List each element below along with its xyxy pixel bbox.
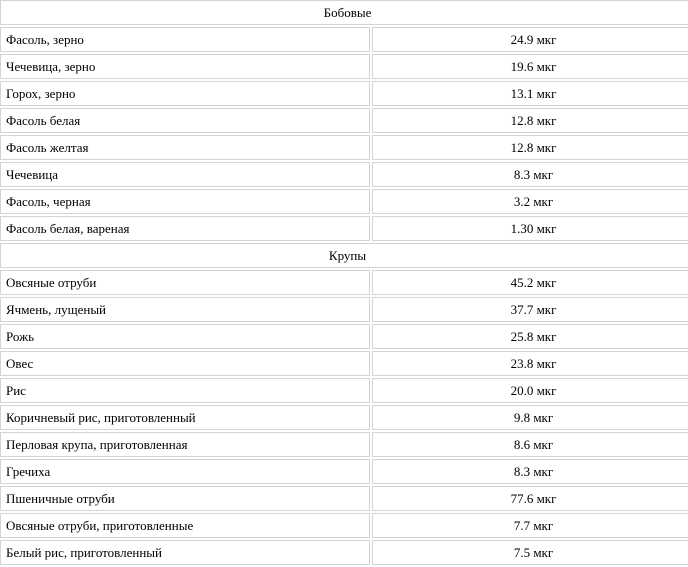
table-row [0, 432, 688, 457]
nutrient-value: 77.6 мкг [372, 486, 688, 511]
food-name: Гречиха [0, 459, 370, 484]
table-row [0, 81, 688, 106]
food-name: Фасоль белая, вареная [0, 216, 370, 241]
section-title-legumes: Бобовые [0, 0, 688, 25]
nutrient-value: 25.8 мкг [372, 324, 688, 349]
nutrient-value: 8.3 мкг [372, 459, 688, 484]
food-name: Горох, зерно [0, 81, 370, 106]
table-row [0, 540, 688, 565]
nutrient-value: 7.5 мкг [372, 540, 688, 565]
food-name: Фасоль, черная [0, 189, 370, 214]
nutrient-value: 24.9 мкг [372, 27, 688, 52]
food-name: Рис [0, 378, 370, 403]
nutrient-value: 1.30 мкг [372, 216, 688, 241]
food-name: Фасоль, зерно [0, 27, 370, 52]
section-title-grains: Крупы [0, 243, 688, 268]
food-name: Рожь [0, 324, 370, 349]
nutrient-value: 9.8 мкг [372, 405, 688, 430]
food-name: Чечевица [0, 162, 370, 187]
nutrient-value: 7.7 мкг [372, 513, 688, 538]
table-row [0, 135, 688, 160]
table-row [0, 351, 688, 376]
food-name: Чечевица, зерно [0, 54, 370, 79]
food-name: Фасоль желтая [0, 135, 370, 160]
nutrient-value: 20.0 мкг [372, 378, 688, 403]
table-row [0, 27, 688, 52]
food-name: Белый рис, приготовленный [0, 540, 370, 565]
food-name: Овсяные отруби [0, 270, 370, 295]
nutrient-value: 23.8 мкг [372, 351, 688, 376]
table-row [0, 162, 688, 187]
table-row [0, 405, 688, 430]
table-row [0, 297, 688, 322]
food-name: Овсяные отруби, приготовленные [0, 513, 370, 538]
table-row [0, 324, 688, 349]
nutrient-value: 37.7 мкг [372, 297, 688, 322]
table-row [0, 459, 688, 484]
section-header-row [0, 243, 688, 268]
nutrient-value: 8.3 мкг [372, 162, 688, 187]
food-name: Фасоль белая [0, 108, 370, 133]
table-row [0, 216, 688, 241]
table-row [0, 486, 688, 511]
nutrient-value: 8.6 мкг [372, 432, 688, 457]
nutrient-value: 12.8 мкг [372, 135, 688, 160]
food-name: Коричневый рис, приготовленный [0, 405, 370, 430]
nutrient-value: 45.2 мкг [372, 270, 688, 295]
food-name: Овес [0, 351, 370, 376]
table-row [0, 378, 688, 403]
nutrient-value: 13.1 мкг [372, 81, 688, 106]
nutrient-value: 3.2 мкг [372, 189, 688, 214]
table-row [0, 108, 688, 133]
table-row [0, 513, 688, 538]
section-header-row [0, 0, 688, 25]
nutrient-value: 12.8 мкг [372, 108, 688, 133]
food-name: Перловая крупа, приготовленная [0, 432, 370, 457]
table-row [0, 54, 688, 79]
table-row [0, 270, 688, 295]
table-row [0, 189, 688, 214]
food-name: Ячмень, лущеный [0, 297, 370, 322]
food-name: Пшеничные отруби [0, 486, 370, 511]
nutrient-value: 19.6 мкг [372, 54, 688, 79]
